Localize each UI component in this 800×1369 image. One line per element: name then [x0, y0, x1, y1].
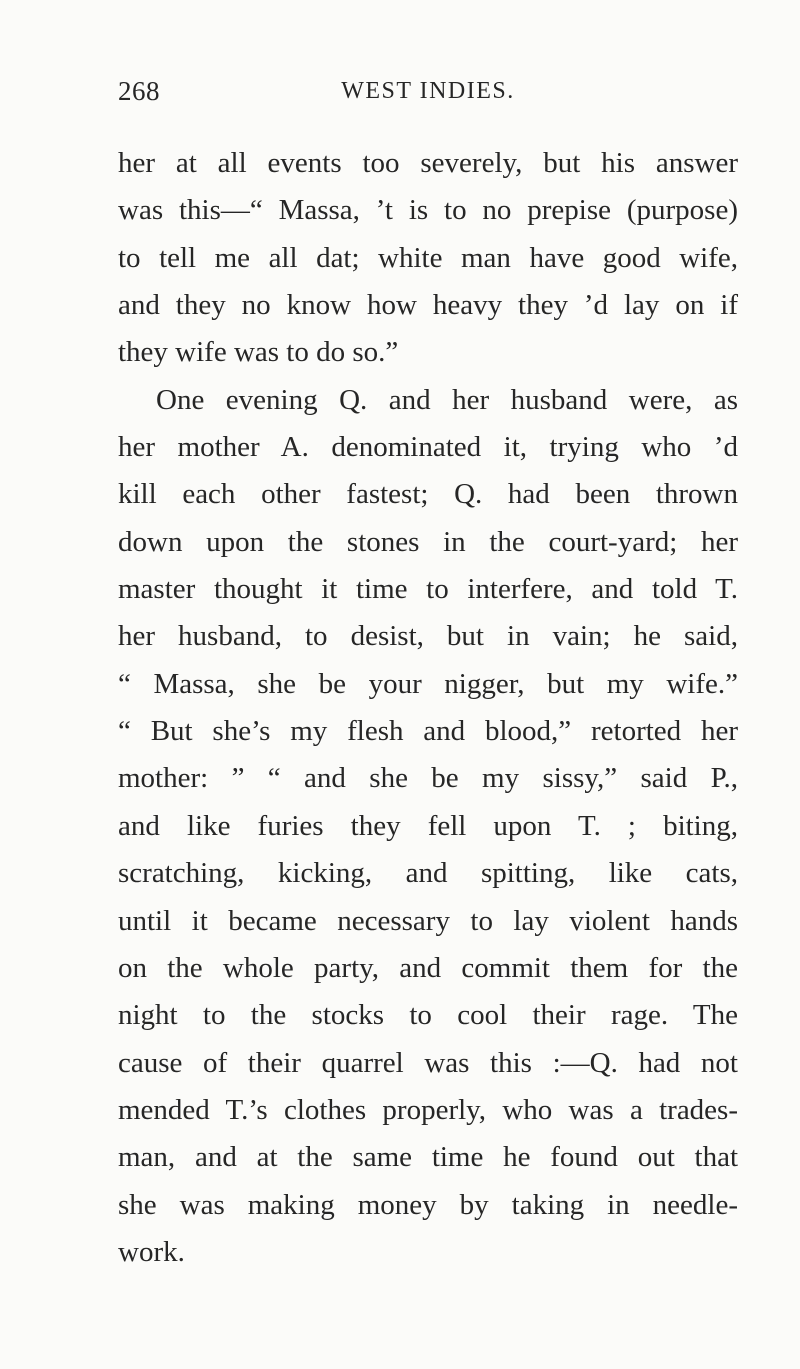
text-line: was this—“ Massa, ’t is to no prepise (purpose) [118, 194, 738, 227]
text-line: to tell me all dat; white man have good wife, [118, 241, 738, 274]
text-line: One evening Q. and her husband were, as [156, 383, 738, 416]
text-line: and they no know how heavy they ’d lay on if [118, 289, 738, 322]
text-line: “ But she’s my flesh and blood,” retorted her [118, 715, 738, 748]
text-line: her husband, to desist, but in vain; he said, [118, 620, 738, 653]
text-line: her mother A. denominated it, trying who ’d [118, 431, 738, 464]
text-line: man, and at the same time he found out that [118, 1141, 738, 1174]
text-line: kill each other fastest; Q. had been thrown [118, 478, 738, 511]
page-number: 268 [118, 76, 160, 106]
text-line: until it became necessary to lay violent hands [118, 904, 738, 937]
text-line: down upon the stones in the court-yard; her [118, 525, 738, 558]
text-line: mother: ” “ and she be my sissy,” said P., [118, 762, 738, 795]
text-line: “ Massa, she be your nigger, but my wife.” [118, 667, 738, 700]
running-title: WEST INDIES. [341, 78, 515, 104]
text-line: and like furies they fell upon T. ; biting, [118, 809, 738, 842]
text-line: on the whole party, and commit them for the [118, 951, 738, 984]
running-head [118, 76, 738, 110]
text-line: they wife was to do so.” [118, 336, 399, 369]
text-line: night to the stocks to cool their rage. The [118, 999, 738, 1032]
text-line: scratching, kicking, and spitting, like cats, [118, 857, 738, 890]
text-line: her at all events too severely, but his answer [118, 147, 738, 179]
text-line: cause of their quarrel was this :—Q. had not [118, 1046, 738, 1079]
text-line: she was making money by taking in needle- [118, 1188, 738, 1221]
text-line: work. [118, 1235, 185, 1268]
text-line: mended T.’s clothes properly, who was a trades- [118, 1093, 738, 1126]
body-text [118, 140, 738, 1276]
text-line: master thought it time to interfere, and told T. [118, 573, 738, 606]
